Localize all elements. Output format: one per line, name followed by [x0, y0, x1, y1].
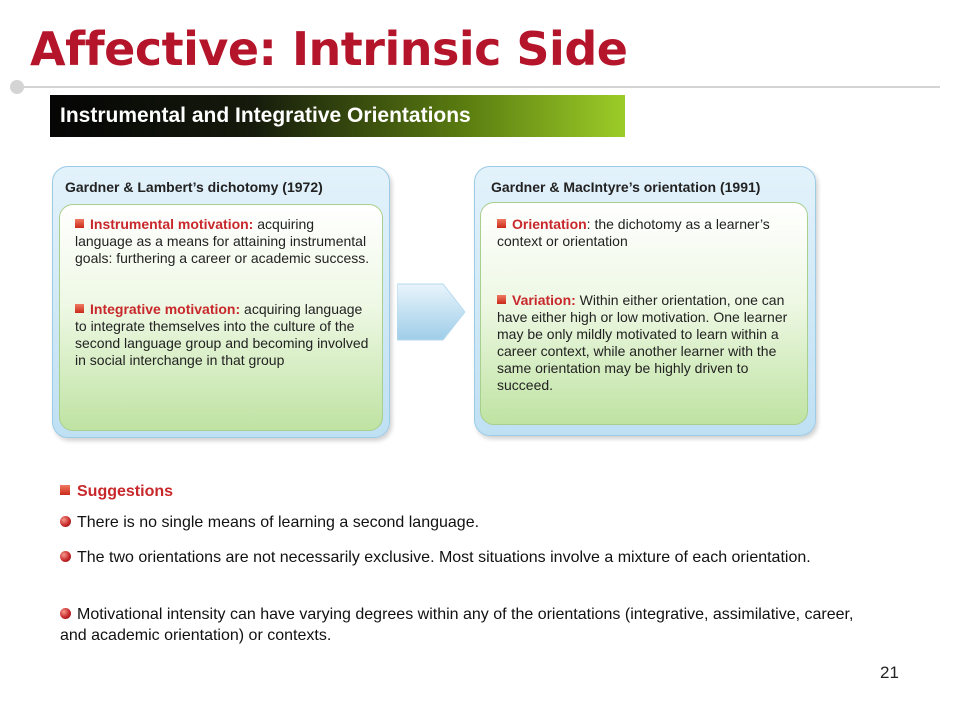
right-panel-content [480, 202, 808, 425]
instrumental-motivation-item [75, 216, 375, 267]
subtitle-text: Instrumental and Integrative Orientations [60, 104, 471, 127]
item-key: Orientation [512, 216, 587, 232]
suggestion-bullet [60, 604, 880, 646]
left-panel-heading: Gardner & Lambert’s dichotomy (1972) [65, 179, 323, 195]
suggestion-text: The two orientations are not necessarily exclusive. Most situations involve a mixture of each orientation. [77, 549, 811, 566]
suggestion-bullet [60, 547, 880, 568]
title-rule [18, 86, 940, 88]
item-key: Integrative motivation: [90, 301, 241, 317]
item-text: acquiring language to integrate themselves into the culture of the second language group and becoming involved in social interchange in that group [75, 301, 369, 368]
red-square-bullet-icon [75, 304, 84, 313]
right-arrow-icon [397, 272, 465, 352]
right-panel-heading: Gardner & MacIntyre’s orientation (1991) [491, 179, 761, 195]
red-square-bullet-icon [497, 295, 506, 304]
red-round-bullet-icon [60, 551, 71, 562]
variation-item [497, 292, 799, 394]
suggestion-bullet [60, 512, 880, 533]
page-number: 21 [880, 663, 899, 682]
suggestions-heading-text: Suggestions [77, 483, 174, 500]
red-round-bullet-icon [60, 608, 71, 619]
right-panel [474, 166, 816, 436]
item-text: Within either orientation, one can have either high or low motivation. One learner may be only mildly motivated to learn within a career context, while another learner with the same orientation may be highly driven to succeed. [497, 292, 788, 393]
red-square-bullet-icon [75, 219, 84, 228]
subtitle-banner [50, 95, 625, 137]
item-text: : the dichotomy as a learner’s context or orientation [497, 216, 770, 249]
orientation-item [497, 216, 799, 250]
red-square-bullet-icon [60, 485, 70, 495]
item-key: Variation: [512, 292, 576, 308]
slide-title: Affective: Intrinsic Side [30, 22, 628, 76]
suggestion-text: Motivational intensity can have varying degrees within any of the orientations (integrative, assimilative, career, and academic orientation) or contexts. [60, 606, 854, 644]
red-round-bullet-icon [60, 516, 71, 527]
item-key: Instrumental motivation: [90, 216, 254, 232]
suggestions-heading [60, 483, 173, 501]
left-panel-content [59, 204, 383, 431]
left-panel [52, 166, 390, 438]
item-text: acquiring language as a means for attaining instrumental goals: furthering a career or academic success. [75, 216, 370, 266]
integrative-motivation-item [75, 301, 375, 369]
red-square-bullet-icon [497, 219, 506, 228]
suggestion-text: There is no single means of learning a second language. [77, 514, 480, 531]
